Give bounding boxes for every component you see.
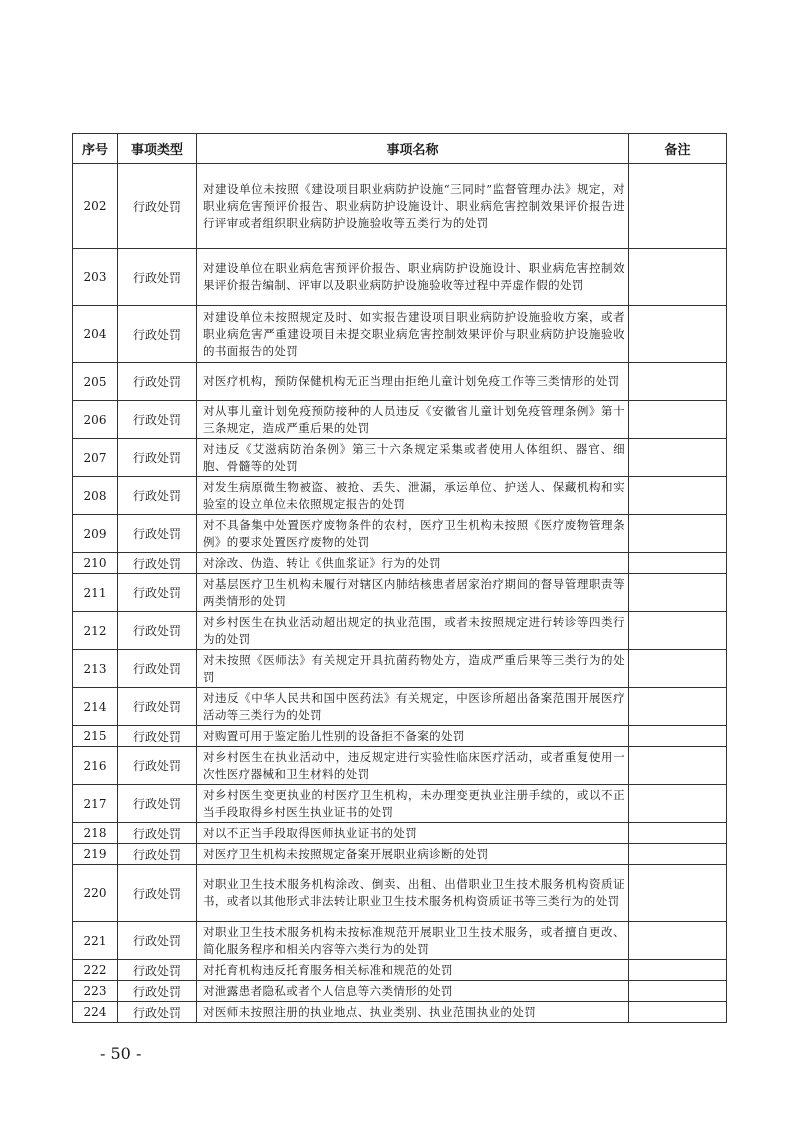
row-note (629, 164, 727, 249)
row-type: 行政处罚 (118, 574, 197, 612)
row-name: 对乡村医生在执业活动中，违反规定进行实验性临床医疗活动，或者重复使用一次性医疗器械和卫生材料的处罚 (197, 747, 629, 785)
table-header-row (73, 134, 727, 164)
row-type: 行政处罚 (118, 823, 197, 844)
header-note: 备注 (629, 134, 727, 164)
row-type: 行政处罚 (118, 844, 197, 865)
row-number: 221 (73, 922, 118, 960)
row-type: 行政处罚 (118, 249, 197, 306)
table-row (73, 785, 727, 823)
row-name: 对以不正当手段取得医师执业证书的处罚 (197, 823, 629, 844)
row-number: 207 (73, 439, 118, 477)
row-name: 对涂改、伪造、转让《供血浆证》行为的处罚 (197, 553, 629, 574)
row-name: 对未按照《医师法》有关规定开具抗菌药物处方，造成严重后果等三类行为的处罚 (197, 650, 629, 688)
row-note (629, 1002, 727, 1023)
row-name: 对违反《艾滋病防治条例》第三十六条规定采集或者使用人体组织、器官、细胞、骨髓等的处罚 (197, 439, 629, 477)
row-name: 对医师未按照注册的执业地点、执业类别、执业范围执业的处罚 (197, 1002, 629, 1023)
row-name: 对不具备集中处置医疗废物条件的农村，医疗卫生机构未按照《医疗废物管理条例》的要求处置医疗废物的处罚 (197, 515, 629, 553)
row-type: 行政处罚 (118, 865, 197, 922)
row-type: 行政处罚 (118, 164, 197, 249)
row-name: 对乡村医生变更执业的村医疗卫生机构，未办理变更执业注册手续的，或以不正当手段取得乡村医生执业证书的处罚 (197, 785, 629, 823)
row-type: 行政处罚 (118, 726, 197, 747)
row-type: 行政处罚 (118, 747, 197, 785)
row-name: 对建设单位未按照《建设项目职业病防护设施“三同时”监督管理办法》规定，对职业病危害预评价报告、职业病防护设施设计、职业病危害控制效果评价报告进行评审或者组织职业病防护设施验收等五类行为的处罚 (197, 164, 629, 249)
row-name: 对职业卫生技术服务机构涂改、倒卖、出租、出借职业卫生技术服务机构资质证书，或者以其他形式非法转让职业卫生技术服务机构资质证书等三类行为的处罚 (197, 865, 629, 922)
table-row (73, 249, 727, 306)
row-note (629, 363, 727, 401)
row-number: 220 (73, 865, 118, 922)
row-type: 行政处罚 (118, 1002, 197, 1023)
row-note (629, 553, 727, 574)
row-note (629, 865, 727, 922)
table-row (73, 960, 727, 981)
table-row (73, 981, 727, 1002)
row-note (629, 981, 727, 1002)
row-number: 218 (73, 823, 118, 844)
row-number: 208 (73, 477, 118, 515)
table-row (73, 477, 727, 515)
table-row (73, 726, 727, 747)
row-name: 对建设单位在职业病危害预评价报告、职业病防护设施设计、职业病危害控制效果评价报告编制、评审以及职业病防护设施验收等过程中弄虚作假的处罚 (197, 249, 629, 306)
row-number: 210 (73, 553, 118, 574)
table-row (73, 574, 727, 612)
row-name: 对购置可用于鉴定胎儿性别的设备拒不备案的处罚 (197, 726, 629, 747)
row-number: 213 (73, 650, 118, 688)
row-name: 对医疗卫生机构未按照规定备案开展职业病诊断的处罚 (197, 844, 629, 865)
row-note (629, 688, 727, 726)
table-row (73, 515, 727, 553)
row-type: 行政处罚 (118, 650, 197, 688)
row-type: 行政处罚 (118, 477, 197, 515)
row-note (629, 823, 727, 844)
table-row (73, 865, 727, 922)
table-row (73, 306, 727, 363)
row-type: 行政处罚 (118, 306, 197, 363)
row-note (629, 439, 727, 477)
row-number: 224 (73, 1002, 118, 1023)
row-type: 行政处罚 (118, 612, 197, 650)
page-number: - 50 - (100, 1044, 142, 1063)
table-row (73, 401, 727, 439)
row-type: 行政处罚 (118, 785, 197, 823)
header-type: 事项类型 (118, 134, 197, 164)
table-row (73, 553, 727, 574)
row-note (629, 515, 727, 553)
row-number: 219 (73, 844, 118, 865)
row-note (629, 960, 727, 981)
row-type: 行政处罚 (118, 688, 197, 726)
row-type: 行政处罚 (118, 553, 197, 574)
row-number: 211 (73, 574, 118, 612)
row-note (629, 612, 727, 650)
row-type: 行政处罚 (118, 981, 197, 1002)
row-number: 203 (73, 249, 118, 306)
row-note (629, 785, 727, 823)
row-type: 行政处罚 (118, 401, 197, 439)
row-number: 206 (73, 401, 118, 439)
table-row (73, 164, 727, 249)
row-name: 对医疗机构，预防保健机构无正当理由拒绝儿童计划免疫工作等三类情形的处罚 (197, 363, 629, 401)
table-row (73, 363, 727, 401)
row-note (629, 650, 727, 688)
table-row (73, 922, 727, 960)
row-note (629, 401, 727, 439)
row-number: 216 (73, 747, 118, 785)
row-name: 对从事儿童计划免疫预防接种的人员违反《安徽省儿童计划免疫管理条例》第十三条规定，造成严重后果的处罚 (197, 401, 629, 439)
table-row (73, 844, 727, 865)
table-row (73, 650, 727, 688)
row-number: 215 (73, 726, 118, 747)
row-number: 212 (73, 612, 118, 650)
row-type: 行政处罚 (118, 922, 197, 960)
row-name: 对乡村医生在执业活动超出规定的执业范围，或者未按照规定进行转诊等四类行为的处罚 (197, 612, 629, 650)
row-note (629, 574, 727, 612)
table-row (73, 688, 727, 726)
row-name: 对托育机构违反托育服务相关标准和规范的处罚 (197, 960, 629, 981)
table-row (73, 612, 727, 650)
row-number: 214 (73, 688, 118, 726)
row-note (629, 306, 727, 363)
row-number: 222 (73, 960, 118, 981)
row-name: 对职业卫生技术服务机构未按标准规范开展职业卫生技术服务，或者擅自更改、简化服务程序和相关内容等六类行为的处罚 (197, 922, 629, 960)
row-name: 对建设单位未按照规定及时、如实报告建设项目职业病防护设施验收方案，或者职业病危害严重建设项目未提交职业病危害控制效果评价与职业病防护设施验收的书面报告的处罚 (197, 306, 629, 363)
row-number: 217 (73, 785, 118, 823)
row-name: 对发生病原微生物被盗、被抢、丢失、泄漏，承运单位、护送人、保藏机构和实验室的设立单位未依照规定报告的处罚 (197, 477, 629, 515)
row-type: 行政处罚 (118, 960, 197, 981)
header-no: 序号 (73, 134, 118, 164)
row-number: 204 (73, 306, 118, 363)
row-name: 对泄露患者隐私或者个人信息等六类情形的处罚 (197, 981, 629, 1002)
matters-table (72, 133, 727, 1023)
row-type: 行政处罚 (118, 439, 197, 477)
row-note (629, 249, 727, 306)
row-note (629, 726, 727, 747)
row-note (629, 747, 727, 785)
row-note (629, 477, 727, 515)
row-name: 对违反《中华人民共和国中医药法》有关规定，中医诊所超出备案范围开展医疗活动等三类行为的处罚 (197, 688, 629, 726)
row-type: 行政处罚 (118, 363, 197, 401)
row-type: 行政处罚 (118, 515, 197, 553)
header-name: 事项名称 (197, 134, 629, 164)
row-number: 202 (73, 164, 118, 249)
row-note (629, 922, 727, 960)
table-row (73, 1002, 727, 1023)
row-name: 对基层医疗卫生机构未履行对辖区内肺结核患者居家治疗期间的督导管理职责等两类情形的处罚 (197, 574, 629, 612)
row-note (629, 844, 727, 865)
row-number: 223 (73, 981, 118, 1002)
table-row (73, 747, 727, 785)
table-row (73, 823, 727, 844)
row-number: 205 (73, 363, 118, 401)
row-number: 209 (73, 515, 118, 553)
table-row (73, 439, 727, 477)
